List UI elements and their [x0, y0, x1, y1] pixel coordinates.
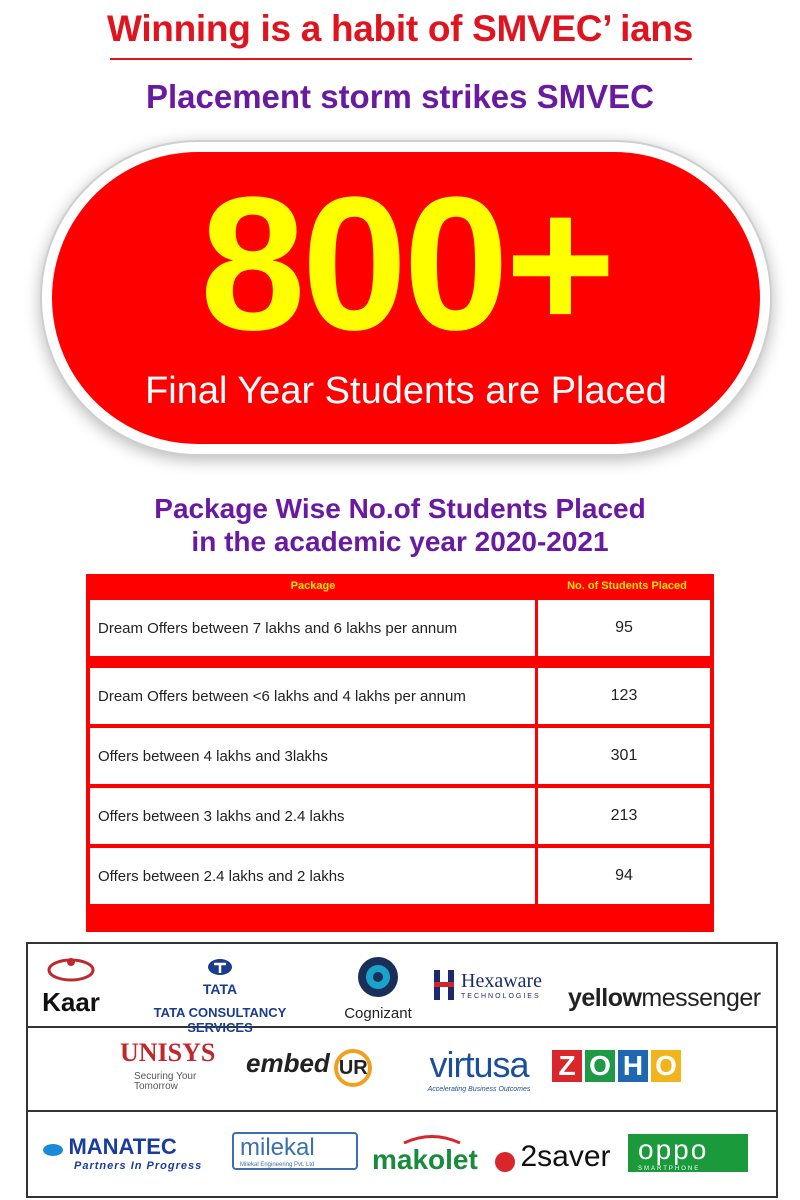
unisys-wordmark: UNISYS [120, 1038, 216, 1067]
manatec-logo [42, 1134, 218, 1172]
manatec-wordmark: MANATEC [68, 1134, 177, 1159]
table-title-line-1: Package Wise No.of Students Placed [154, 493, 646, 524]
zoho-tile-z: Z [552, 1050, 582, 1082]
cognizant-emblem-icon [355, 954, 401, 1000]
tata-wordmark: TATA [202, 981, 238, 997]
table-title-line-2: in the academic year 2020-2021 [191, 526, 609, 557]
table-row [90, 668, 710, 724]
makolet-roof-icon [402, 1134, 462, 1144]
count-cell: 95 [615, 619, 633, 636]
kaar-emblem-icon [41, 952, 101, 982]
count-cell: 123 [610, 687, 638, 704]
tcs-wordmark: TATA CONSULTANCY SERVICES [153, 1005, 287, 1035]
saver-logo [494, 1140, 614, 1174]
tcs-logo [122, 958, 318, 1035]
hexaware-logo [434, 970, 554, 1000]
package-cell: Dream Offers between <6 lakhs and 4 lakhs per annum [90, 668, 538, 724]
ym-wordmark-bold: yellow [568, 984, 642, 1012]
table-title [0, 492, 800, 558]
table-row [90, 600, 710, 656]
count-cell: 94 [615, 867, 633, 884]
saver-wordmark: 2saver [520, 1140, 611, 1173]
milekal-logo [232, 1132, 358, 1170]
unisys-logo [120, 1038, 240, 1092]
table-row [90, 788, 710, 844]
virtusa-wordmark: virtusa [429, 1044, 529, 1085]
table-header [86, 574, 714, 598]
package-table [86, 574, 714, 932]
oppo-wordmark: oppo [638, 1134, 709, 1165]
makolet-logo [372, 1134, 488, 1176]
table-row [90, 728, 710, 784]
logo-row-1 [28, 944, 776, 1035]
header-package: Package [290, 580, 336, 592]
package-cell: Offers between 3 lakhs and 2.4 lakhs [90, 788, 538, 844]
virtusa-logo [404, 1044, 554, 1093]
ur-badge [334, 1049, 372, 1087]
placed-count: 800+ [200, 158, 612, 370]
milekal-wordmark: milekal [240, 1134, 315, 1161]
recruiter-logos [26, 942, 778, 1198]
manatec-tagline: Partners In Progress [74, 1160, 203, 1172]
oppo-logo [628, 1134, 748, 1172]
yellow-messenger-logo [568, 984, 768, 1013]
package-cell: Dream Offers between 7 lakhs and 6 lakhs per annum [90, 600, 538, 656]
zoho-logo [552, 1050, 702, 1082]
zoho-tile-o: O [585, 1050, 615, 1082]
kaar-logo [40, 952, 102, 1018]
cognizant-wordmark: Cognizant [344, 1005, 412, 1022]
manatec-emblem-icon [42, 1143, 64, 1157]
makolet-wordmark: makolet [372, 1144, 478, 1175]
embedur-logo [246, 1048, 396, 1087]
count-cell: 301 [610, 747, 638, 764]
kaar-wordmark: Kaar [42, 987, 100, 1017]
hexaware-emblem-icon [434, 970, 458, 1000]
milekal-frame [232, 1132, 358, 1170]
cognizant-logo [338, 954, 418, 1022]
headline-underline [110, 58, 692, 60]
logo-row-2 [28, 1028, 776, 1112]
logo-row-3 [28, 1114, 776, 1196]
zoho-tile-o2: O [651, 1050, 681, 1082]
count-cell: 213 [610, 807, 638, 824]
hexaware-tagline: TECHNOLOGIES [461, 993, 541, 1000]
ur-wordmark: UR [338, 1056, 368, 1079]
zoho-tile-h: H [618, 1050, 648, 1082]
saver-emblem-icon [494, 1151, 516, 1173]
oppo-frame [628, 1134, 748, 1172]
virtusa-tagline: Accelerating Business Outcomes [427, 1086, 531, 1093]
package-cell: Offers between 4 lakhs and 3lakhs [90, 728, 538, 784]
highlight-badge [52, 152, 760, 444]
unisys-tagline-1: Securing Your [134, 1071, 197, 1082]
header-count: No. of Students Placed [567, 580, 687, 592]
ym-wordmark: messenger [641, 984, 761, 1012]
package-cell: Offers between 2.4 lakhs and 2 lakhs [90, 848, 538, 904]
embed-wordmark: embed [246, 1048, 330, 1078]
subheadline: Placement storm strikes SMVEC [145, 78, 655, 115]
hexaware-wordmark: Hexaware [461, 970, 543, 992]
oppo-tagline: SMARTPHONE [638, 1166, 701, 1172]
placed-caption: Final Year Students are Placed [145, 370, 667, 412]
table-row [90, 848, 710, 904]
unisys-tagline-2: Tomorrow [134, 1081, 178, 1092]
headline: Winning is a habit of SMVEC’ ians [107, 8, 693, 49]
milekal-tagline: Milekal Engineering Pvt. Ltd [240, 1162, 315, 1168]
tata-emblem-icon [207, 958, 233, 976]
